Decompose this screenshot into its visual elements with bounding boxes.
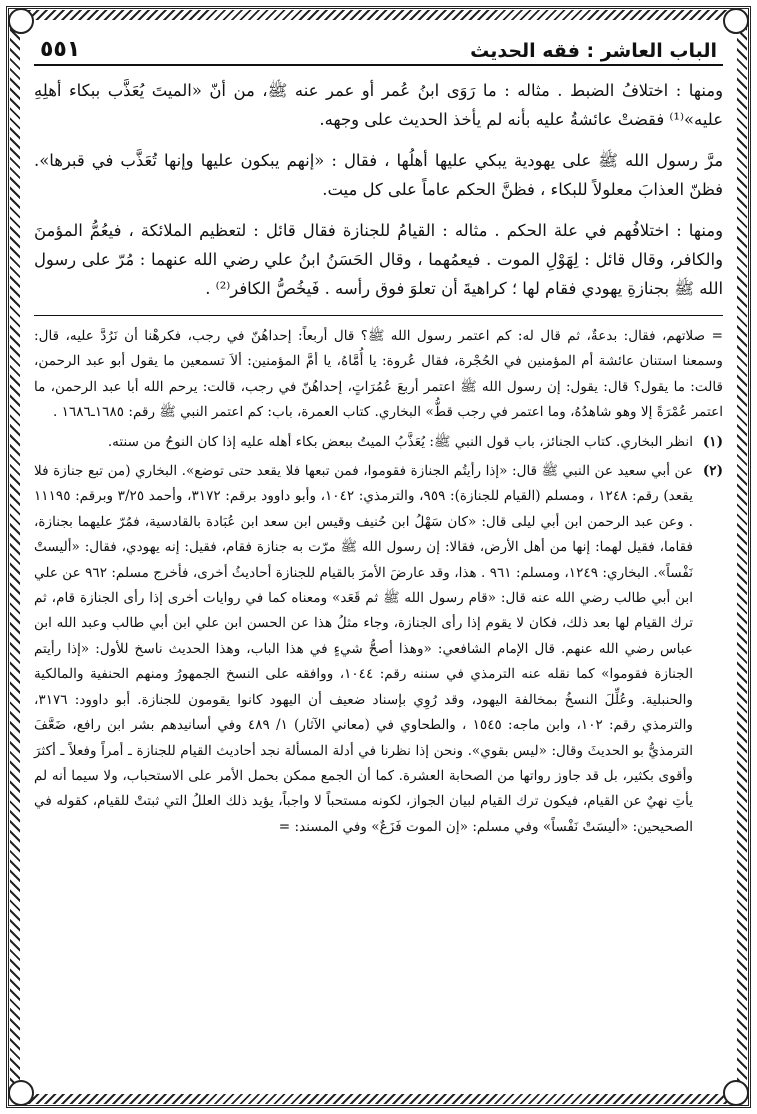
corner-ornament-icon <box>8 8 34 34</box>
page-content <box>34 28 723 1082</box>
footnote-text: عن أبي سعيد عن النبي ﷺ قال: «إذا رأيتُم الجنازة فقوموا، فمن تبعها فلا يقعد حتى توضع». البخاري (من تبع جنازة فلا يقعد) رقم: ١٢٤٨ ، ومسلم (القيام للجنازة): ٩٥٩، والترمذي: ١٠٤٢، وأبو داوود برقم: ٣١٧٢، وأحمد ٣/٢٥ وبرقم: ١١١٩٥ . وعن عبد الرحمن ابن أبي ليلى قال: «كان سَهْلُ ابن حُنيف وقيس ابن سعد ابن عُبَادة بالقادسية، فمُرّ عليهما بجنازة، فقاما، فقيل لهما: إنها من أهل الأرض، فقالا: إن رسول الله ﷺ مرّت به جنازة فقام، فقيل: إنه يهودي، فقال: «أليستْ نَفْساً». البخاري: ١٢٤٩، ومسلم: ٩٦١ . هذا، وقد عارضَ الأمرَ بالقيام للجنازة أحاديثُ أخرى، فأخرج مسلم: ٩٦٢ عن علي ابن أبي طالب رضي الله عنه قال: «قام رسول الله ﷺ ثم قَعَد» ومعناه كما في روايات أخرى إذا رأى الجنازة قام، ثم ترك القيام لها بعد ذلك، فكان لا يقوم إذا رأى الجنازة، وجاء مثلُ هذا عن الحسن ابن علي ابن أبي طالب وعبد الله ابن عباس رضي الله عنهم. قال الإمام الشافعي: «وهذا أصحُّ شيءٍ في هذا الباب، وهذا الحديث ناسخ للأول: «إذا رأيتم الجنازة فقوموا» كما نقله عنه الترمذي في سننه رقم: ١٠٤٤، ووافقه على النسخ الجمهورُ ومنهم الحنفية والمالكية والحنبلية. وعُلِّلَ النسخُ بمخالفة اليهود، وقد رُوِي بإسناد ضعيف أن اليهود كانوا يقومون للجنازة. أبو داوود: ٣١٧٦، والترمذي رقم: ١٠٢، وابن ماجه: ١٥٤٥ ، والطحاوي في (معاني الآثار) ١/ ٤٨٩ وفي أسانيدهم بشر ابن رافع، ضَعَّفَ الترمذيُّ بو الحديثَ وقال: «ليس بقوي». ونحن إذا نظرنا في أدلة المسألة نجد أحاديث القيام للجنازة ـ أمراً وفعلاً ـ أكثرَ وأقوى بكثير، بل قد جاوز رواتها من الصحابة العشرة. كما أن الجمع ممكن بحمل الأمر على الاستحباب، ولا سيما أنه لم يأتِ نهيٌ عن القيام، فيكون ترك القيام لبيان الجواز، لكونه مستحباً لا واجباً، يؤيد ذلك العللُ التي ثبتتْ للقيام، كقوله في الصحيحين: «أليسَتْ نَفْساً» وفي مسلم: «إن الموت فَزَعٌ» وفي المسند: = <box>34 463 693 835</box>
corner-ornament-icon <box>8 1080 34 1106</box>
footnote-continuation <box>34 324 723 426</box>
ornamental-border-right <box>737 24 747 1090</box>
corner-ornament-icon <box>723 8 749 34</box>
footnote-text: = صلاتهم، فقال: بدعةٌ، ثم قال له: كم اعتمر رسول الله ﷺ؟ قال أربعاً: إحداهُنّ في رجب، فكرهْنا أن نَرُدَّ عليه، قال: وسمعنا استنان عائشة أم المؤمنين في الحُجْرة، فقال عُروة: يا أُمَّاهُ، يا أمَّ المؤمنين: ألاَ تسمعين ما يقول أبو عبد الرحمن، قالت: ما يقول؟ قال: يقول: إن رسول الله ﷺ اعتمر أربعَ عُمُرَاتٍ، إحداهُنّ في رجب، قالت: يرحم الله أبا عبد الرحمن، ما اعتمر عُمْرَةً إلا وهو شاهدُهُ، وما اعتمر في رجب قطُّ» البخاري. كتاب العمرة، باب: كم اعتمر النبي ﷺ رقم: ١٦٨٥ـ١٦٨٦ . <box>34 328 723 421</box>
running-header <box>34 28 723 66</box>
ornamental-border-bottom <box>20 1094 737 1104</box>
paragraph: ومنها : اختلافُ الضبط . مثاله : ما رَوَى ابنُ عُمر أو عمر عنه ﷺ، من أنّ «الميتَ يُعَذَّب ببكاء أهلِهِ عليه»⁽¹⁾ فقضتْ عائشةُ عليه بأنه لم يأخذ الحديث على وجهه. <box>34 81 723 129</box>
page-number: ٥٥١ <box>40 37 81 62</box>
footnote-text: انظر البخاري. كتاب الجنائز، باب قول النبي ﷺ: يُعَذَّبُ الميتُ ببعض بكاء أهله عليه إذا كان النوحُ من سنته. <box>107 433 693 450</box>
main-text <box>34 76 723 303</box>
ornamental-border-top <box>20 10 737 20</box>
chapter-title: الباب العاشر : فقه الحديث <box>470 40 717 62</box>
footnote <box>34 459 723 840</box>
paragraph: ومنها : اختلافُهم في علة الحكم . مثاله : القيامُ للجنازة فقال قائل : لتعظيم الملائكة ، فيعُمُّ المؤمنَ والكافر، وقال قائل : لِهَوْلِ الموت . فيعمُهما ، وقال الحَسَنُ ابنُ علي رضي الله عنهما : مُرّ على رسول الله ﷺ بجنازةِ يهودي فقام لها ؛ كراهيةَ أن تعلوَ فوق رأسه . فَيخُصُّ الكافر⁽²⁾ . <box>34 221 723 298</box>
footnote-number: (١) <box>702 433 723 450</box>
corner-ornament-icon <box>723 1080 749 1106</box>
footnotes <box>34 324 723 840</box>
footnote <box>34 430 723 455</box>
footnote-separator <box>34 315 723 316</box>
paragraph: مرَّ رسول الله ﷺ على يهودية يبكي عليها أهلُها ، فقال : «إنهم يبكون عليها وإنها تُعَذَّب في قبرها». فظنّ العذابَ معلولاً للبكاء ، فظنَّ الحكم عاماً على كل ميت. <box>34 151 723 199</box>
ornamental-border-left <box>10 24 20 1090</box>
footnote-number: (٢) <box>702 463 723 480</box>
